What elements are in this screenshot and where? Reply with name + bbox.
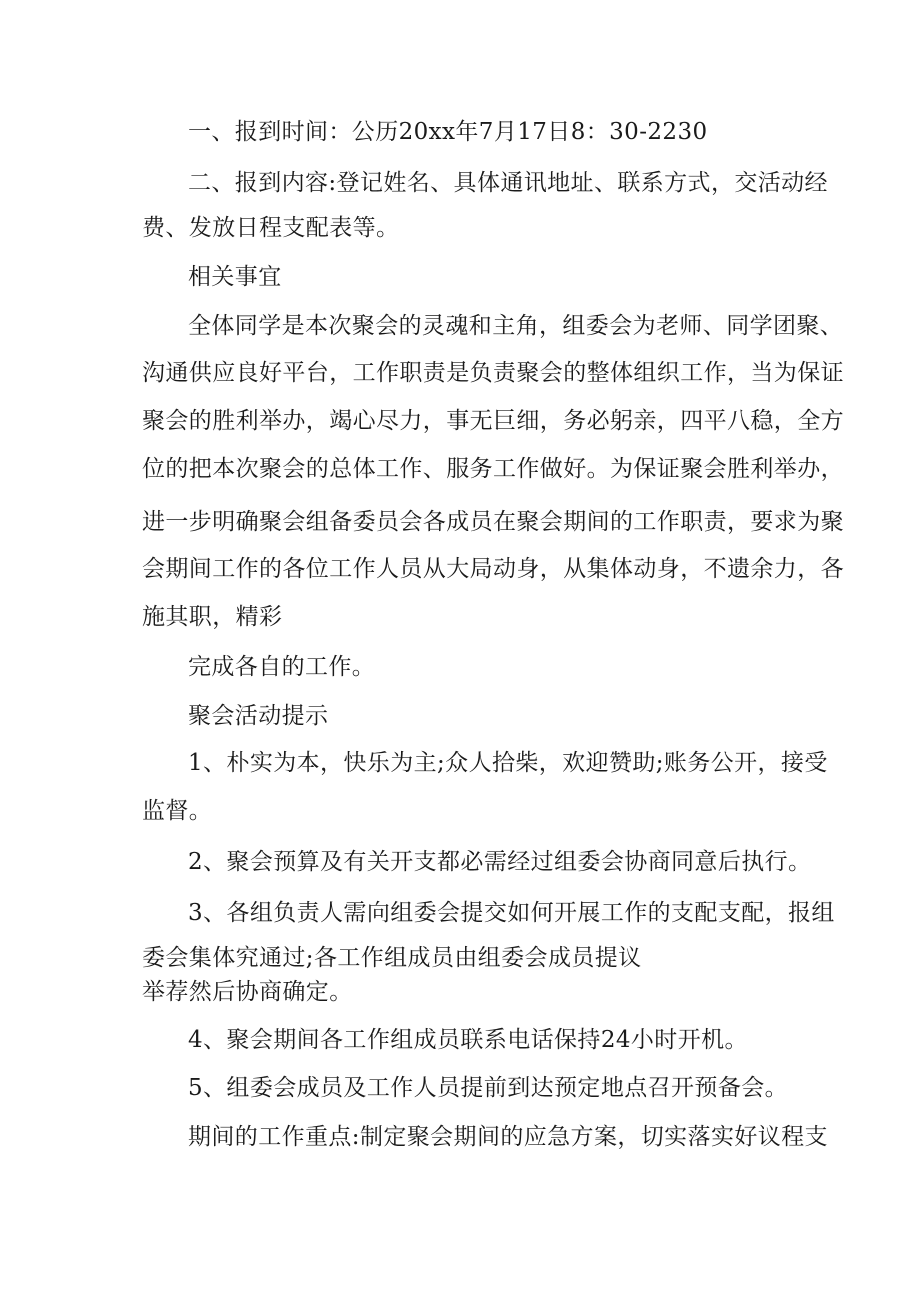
- tip-item: 4、聚会期间各工作组成员联系电话保持24小时开机。: [188, 1027, 748, 1053]
- tip-item-continuation: 举荐然后协商确定。: [142, 979, 353, 1005]
- paragraph-line: 施其职，精彩: [142, 604, 283, 630]
- work-focus-line: 期间的工作重点:制定聚会期间的应急方案，切实落实好议程支: [188, 1124, 828, 1150]
- registration-content-continuation: 费、发放日程支配表等。: [142, 215, 400, 241]
- registration-content-line: 二、报到内容:登记姓名、具体通讯地址、联系方式，交活动经: [188, 170, 828, 196]
- paragraph-line: 全体同学是本次聚会的灵魂和主角，组委会为老师、同学团聚、: [188, 313, 844, 339]
- paragraph-line: 进一步明确聚会组备委员会各成员在聚会期间的工作职责，要求为聚: [142, 509, 844, 535]
- tip-item-continuation: 监督。: [142, 798, 213, 824]
- paragraph-line: 聚会的胜利举办，竭心尽力，事无巨细，务必躬亲，四平八稳，全方: [142, 408, 844, 434]
- tip-item: 1、朴实为本，快乐为主;众人拾柴，欢迎赞助;账务公开，接受: [188, 750, 828, 776]
- paragraph-line: 位的把本次聚会的总体工作、服务工作做好。为保证聚会胜利举办，: [142, 456, 844, 482]
- tip-item: 5、组委会成员及工作人员提前到达预定地点召开预备会。: [188, 1075, 789, 1101]
- paragraph-line: 沟通供应良好平台，工作职责是负责聚会的整体组织工作，当为保证: [142, 360, 844, 386]
- paragraph-line: 会期间工作的各位工作人员从大局动身，从集体动身，不遗余力，各: [142, 556, 844, 582]
- tip-item-continuation: 委会集体究通过;各工作组成员由组委会成员提议: [142, 945, 642, 971]
- activity-tips-heading: 聚会活动提示: [188, 703, 329, 729]
- registration-time-line: 一、报到时间：公历20xx年7月17日8：30-2230: [188, 119, 708, 145]
- tip-item: 3、各组负责人需向组委会提交如何开展工作的支配支配，报组: [188, 900, 835, 926]
- paragraph-line: 完成各自的工作。: [188, 654, 376, 680]
- tip-item: 2、聚会预算及有关开支都必需经过组委会协商同意后执行。: [188, 849, 812, 875]
- related-matters-heading: 相关事宜: [188, 264, 282, 290]
